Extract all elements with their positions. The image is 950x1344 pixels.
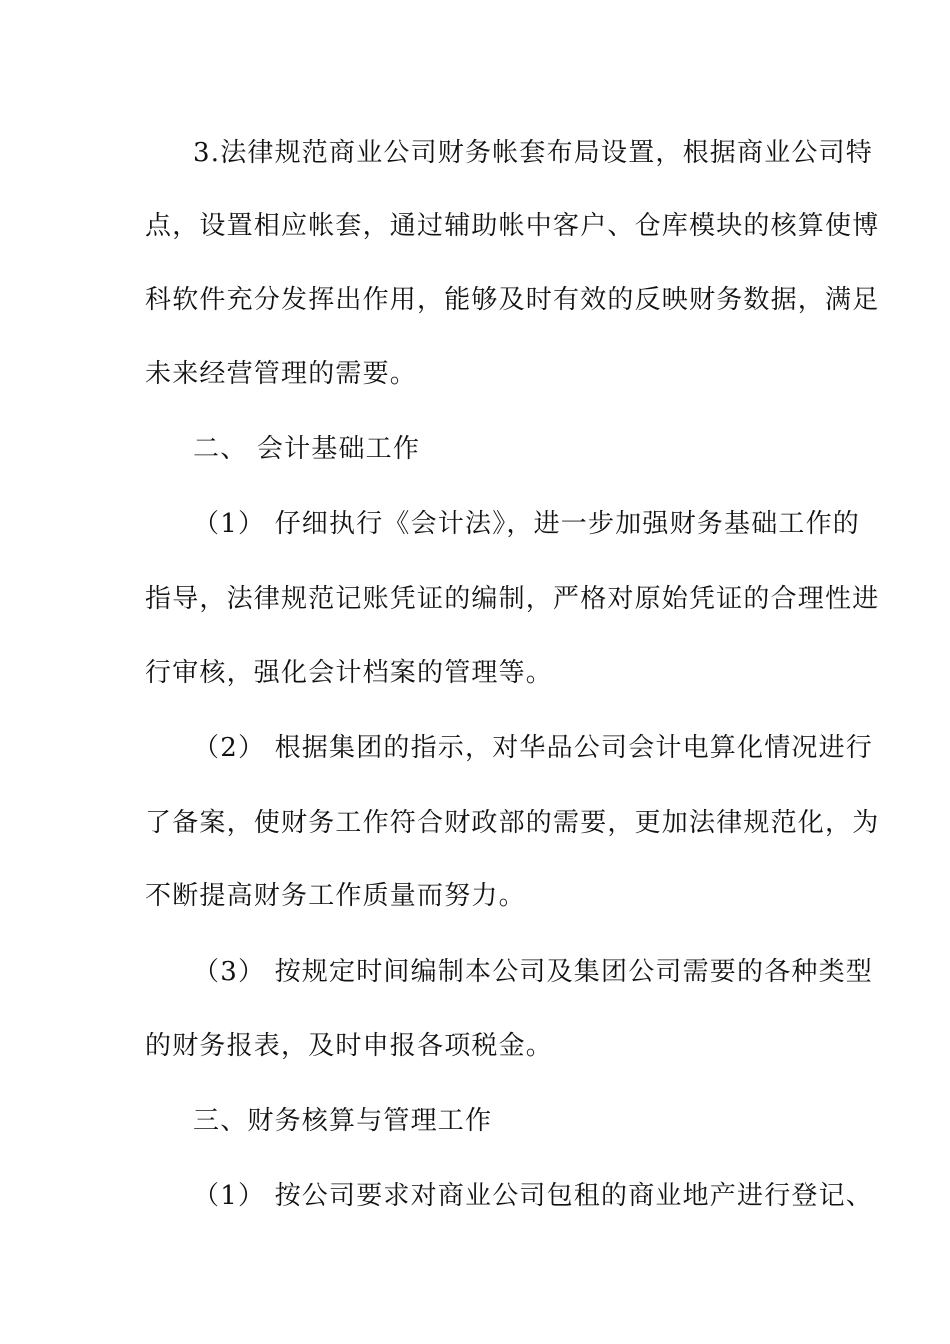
paragraph-3-line-4: 未来经营管理的需要。 <box>145 359 418 389</box>
item-2-line-1: （2） 根据集团的指示，对华品公司会计电算化情况进行 <box>193 733 874 763</box>
paragraph-3-line-2: 点，设置相应帐套，通过辅助帐中客户、仓库模块的核算使博 <box>145 211 880 241</box>
item-2-line-3: 不断提高财务工作质量而努力。 <box>145 881 526 911</box>
item-1-line-3: 行审核，强化会计档案的管理等。 <box>145 658 554 688</box>
item-3-line-1: （3） 按规定时间编制本公司及集团公司需要的各种类型 <box>193 957 874 987</box>
section-heading-2: 二、 会计基础工作 <box>193 434 421 464</box>
item-3-line-2: 的财务报表，及时申报各项税金。 <box>145 1031 554 1061</box>
item-1-line-2: 指导，法律规范记账凭证的编制，严格对原始凭证的合理性进 <box>145 584 880 614</box>
paragraph-3-line-1: 3.法律规范商业公司财务帐套布局设置，根据商业公司特 <box>193 138 874 168</box>
item-1-line-1: （1） 仔细执行《会计法》，进一步加强财务基础工作的 <box>193 509 861 539</box>
section-3-item-1-line-1: （1） 按公司要求对商业公司包租的商业地产进行登记、 <box>193 1181 874 1211</box>
item-2-line-2: 了备案，使财务工作符合财政部的需要，更加法律规范化，为 <box>145 808 880 838</box>
section-heading-3: 三、财务核算与管理工作 <box>193 1106 493 1136</box>
paragraph-3-line-3: 科软件充分发挥出作用，能够及时有效的反映财务数据，满足 <box>145 285 880 315</box>
